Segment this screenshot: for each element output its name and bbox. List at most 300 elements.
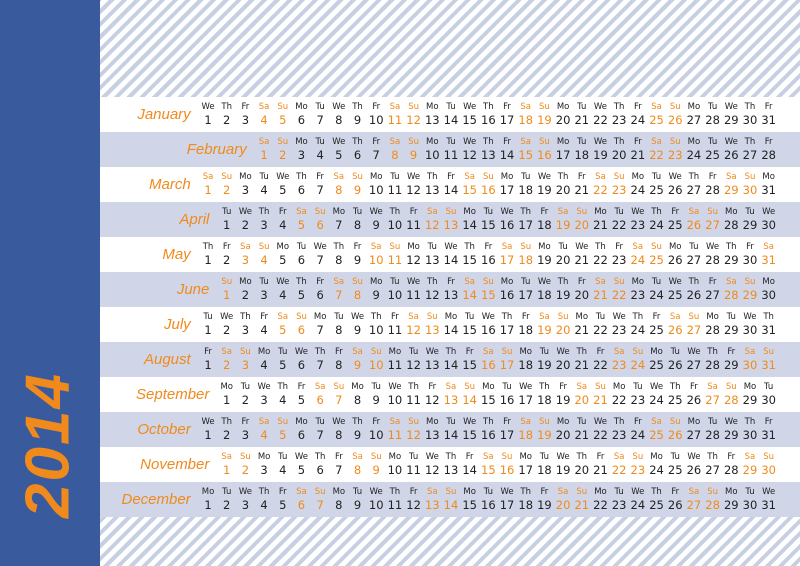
- day-number: 27: [742, 147, 758, 162]
- month-row-june: [100, 272, 800, 307]
- weekday-label: Su: [240, 346, 251, 357]
- weekday-label: Th: [408, 381, 419, 392]
- day-number: 7: [335, 462, 343, 477]
- day-number: 20: [555, 252, 571, 267]
- day-cell: [666, 452, 685, 478]
- day-number: 19: [537, 357, 552, 372]
- day-cell: [516, 417, 535, 443]
- weekday-label: Fr: [727, 346, 736, 357]
- weekday-label: We: [724, 101, 738, 112]
- day-number: 7: [335, 287, 343, 302]
- weekday-label: Fr: [316, 171, 325, 182]
- day-cell: [255, 347, 274, 373]
- day-cell: [666, 207, 685, 233]
- weekday-label: Mo: [426, 136, 439, 147]
- day-number: 21: [574, 112, 590, 127]
- weekday-label: Su: [352, 276, 363, 287]
- month-name: January: [137, 106, 191, 123]
- weekday-label: Tu: [408, 346, 419, 357]
- day-number: 23: [611, 322, 627, 337]
- day-cell: [666, 382, 685, 408]
- weekday-label: Tu: [689, 241, 699, 252]
- day-cell: [535, 277, 554, 303]
- day-cell: [311, 172, 330, 198]
- day-cell: [498, 137, 517, 163]
- day-number: 6: [353, 147, 362, 162]
- weekday-label: Sa: [296, 206, 307, 217]
- day-number: 1: [260, 147, 268, 162]
- weekday-label: Tu: [240, 381, 251, 392]
- weekday-label: Sa: [520, 136, 532, 147]
- weekday-label: Mo: [743, 381, 757, 392]
- weekday-label: Mo: [426, 416, 439, 427]
- weekday-label: Mo: [538, 241, 551, 252]
- day-number: 5: [279, 322, 287, 337]
- day-number: 22: [611, 287, 627, 302]
- day-cell: [292, 277, 311, 303]
- day-cell: [330, 277, 349, 303]
- day-cell: [199, 102, 218, 128]
- day-number: 7: [316, 182, 324, 197]
- day-cell: [535, 382, 554, 408]
- weekday-label: We: [481, 311, 495, 322]
- day-cell: [460, 207, 479, 233]
- month-days: [199, 487, 778, 513]
- day-cell: [535, 137, 554, 163]
- day-cell: [311, 207, 330, 233]
- day-number: 28: [723, 217, 739, 232]
- weekday-label: Su: [389, 241, 401, 252]
- weekday-label: Fr: [222, 241, 231, 252]
- day-cell: [741, 207, 760, 233]
- weekday-label: Mo: [762, 171, 775, 182]
- day-number: 28: [705, 497, 720, 512]
- day-number: 9: [372, 392, 380, 407]
- weekday-label: Su: [651, 241, 662, 252]
- day-number: 26: [667, 182, 683, 197]
- weekday-label: Su: [576, 486, 588, 497]
- day-number: 18: [518, 497, 534, 512]
- day-cell: [273, 487, 292, 513]
- day-cell: [217, 277, 236, 303]
- weekday-label: We: [238, 486, 252, 497]
- weekday-label: Mo: [239, 171, 252, 182]
- weekday-label: Su: [725, 381, 737, 392]
- day-number: 27: [705, 462, 720, 477]
- day-cell: [516, 102, 535, 128]
- weekday-label: Th: [595, 241, 606, 252]
- weekday-label: Th: [483, 101, 494, 112]
- day-number: 8: [353, 287, 362, 302]
- weekday-label: Mo: [313, 311, 327, 322]
- day-number: 13: [443, 392, 459, 407]
- weekday-label: We: [724, 416, 738, 427]
- day-number: 13: [481, 147, 496, 162]
- day-number: 9: [353, 182, 362, 197]
- weekday-label: Su: [632, 346, 644, 357]
- day-number: 9: [353, 497, 362, 512]
- day-cell: [217, 312, 236, 338]
- day-number: 3: [241, 182, 250, 197]
- day-cell: [741, 242, 760, 268]
- day-number: 2: [241, 217, 250, 232]
- weekday-label: Sa: [464, 276, 475, 287]
- day-number: 10: [368, 182, 384, 197]
- day-number: 28: [705, 252, 720, 267]
- day-number: 7: [316, 322, 324, 337]
- month-days: [255, 137, 778, 163]
- day-cell: [423, 417, 442, 443]
- day-number: 21: [574, 252, 590, 267]
- weekday-label: Th: [221, 101, 233, 112]
- day-number: 19: [555, 462, 571, 477]
- day-cell: [311, 452, 330, 478]
- day-number: 26: [686, 462, 702, 477]
- day-number: 11: [387, 112, 403, 127]
- day-number: 22: [593, 322, 608, 337]
- day-cell: [629, 172, 648, 198]
- day-cell: [741, 417, 760, 443]
- day-cell: [479, 312, 498, 338]
- day-cell: [610, 102, 629, 128]
- day-cell: [722, 487, 741, 513]
- day-number: 23: [611, 112, 627, 127]
- weekday-label: Fr: [690, 381, 698, 392]
- weekday-label: Sa: [464, 171, 475, 182]
- month-row-september: [100, 377, 800, 412]
- day-number: 13: [443, 287, 459, 302]
- month-name: May: [162, 246, 191, 263]
- day-cell: [741, 382, 760, 408]
- day-cell: [367, 102, 386, 128]
- weekday-label: Th: [296, 171, 307, 182]
- weekday-label: Th: [221, 416, 233, 427]
- weekday-label: Su: [763, 346, 775, 357]
- weekday-label: Th: [576, 346, 588, 357]
- weekday-label: Su: [669, 136, 681, 147]
- day-cell: [610, 207, 629, 233]
- day-number: 27: [686, 497, 702, 512]
- weekday-label: Th: [520, 486, 532, 497]
- day-number: 14: [462, 287, 477, 302]
- day-cell: [759, 347, 778, 373]
- day-cell: [442, 137, 461, 163]
- day-number: 1: [204, 427, 212, 442]
- day-cell: [759, 207, 778, 233]
- day-cell: [423, 347, 442, 373]
- month-name: February: [186, 141, 247, 158]
- day-number: 16: [499, 462, 515, 477]
- day-number: 16: [499, 287, 515, 302]
- day-cell: [479, 207, 498, 233]
- weekday-label: Th: [333, 241, 345, 252]
- day-number: 25: [667, 217, 683, 232]
- day-cell: [647, 207, 666, 233]
- day-number: 26: [686, 217, 702, 232]
- day-number: 24: [630, 427, 646, 442]
- day-cell: [386, 102, 405, 128]
- weekday-label: Sa: [483, 346, 494, 357]
- day-cell: [348, 277, 367, 303]
- day-number: 11: [406, 287, 421, 302]
- day-number: 18: [537, 287, 552, 302]
- day-number: 27: [686, 322, 702, 337]
- weekday-label: Tu: [446, 416, 456, 427]
- day-number: 17: [518, 462, 534, 477]
- weekday-label: Th: [520, 206, 532, 217]
- weekday-label: Su: [370, 346, 382, 357]
- day-number: 25: [649, 427, 664, 442]
- day-number: 14: [443, 322, 459, 337]
- day-number: 12: [406, 322, 421, 337]
- weekday-label: Mo: [650, 451, 663, 462]
- day-number: 29: [723, 322, 739, 337]
- day-number: 8: [391, 147, 399, 162]
- day-cell: [255, 382, 274, 408]
- month-days: [217, 207, 778, 233]
- day-number: 11: [387, 182, 403, 197]
- day-number: 20: [555, 322, 571, 337]
- day-cell: [535, 207, 554, 233]
- day-cell: [404, 277, 423, 303]
- day-number: 16: [481, 357, 496, 372]
- day-cell: [255, 417, 274, 443]
- weekday-label: Sa: [669, 311, 681, 322]
- weekday-label: Mo: [482, 381, 495, 392]
- weekday-label: Mo: [295, 416, 308, 427]
- day-cell: [217, 207, 236, 233]
- day-cell: [685, 242, 704, 268]
- weekday-label: Fr: [708, 171, 717, 182]
- month-name: December: [121, 491, 191, 508]
- day-cell: [404, 312, 423, 338]
- day-cell: [610, 277, 629, 303]
- weekday-label: Mo: [556, 101, 570, 112]
- weekday-label: Su: [744, 276, 756, 287]
- day-number: 1: [204, 497, 212, 512]
- day-number: 10: [387, 287, 403, 302]
- day-cell: [572, 312, 591, 338]
- day-number: 4: [260, 252, 268, 267]
- day-cell: [330, 417, 349, 443]
- weekday-label: Tu: [427, 241, 437, 252]
- day-cell: [554, 102, 573, 128]
- weekday-label: Su: [501, 346, 513, 357]
- day-number: 27: [705, 287, 720, 302]
- year-title: 2014: [13, 372, 83, 518]
- weekday-label: Th: [725, 241, 737, 252]
- day-number: 20: [555, 182, 571, 197]
- day-number: 18: [537, 462, 552, 477]
- weekday-label: Fr: [764, 136, 773, 147]
- weekday-label: Fr: [671, 206, 680, 217]
- day-cell: [348, 452, 367, 478]
- weekday-label: Sa: [221, 346, 233, 357]
- day-cell: [554, 382, 573, 408]
- day-cell: [610, 242, 629, 268]
- day-number: 12: [406, 182, 421, 197]
- day-number: 24: [630, 182, 646, 197]
- day-cell: [423, 312, 442, 338]
- weekday-label: Fr: [652, 311, 661, 322]
- weekday-label: Mo: [631, 171, 645, 182]
- day-cell: [498, 207, 517, 233]
- day-number: 23: [611, 427, 627, 442]
- weekday-label: Fr: [764, 416, 773, 427]
- day-number: 15: [462, 182, 477, 197]
- day-number: 5: [297, 287, 306, 302]
- day-number: 5: [279, 427, 287, 442]
- weekday-label: Mo: [687, 416, 701, 427]
- day-cell: [591, 102, 610, 128]
- day-number: 29: [723, 427, 739, 442]
- month-days: [199, 417, 778, 443]
- day-cell: [311, 102, 330, 128]
- day-cell: [442, 452, 461, 478]
- weekday-label: We: [463, 416, 477, 427]
- day-cell: [348, 102, 367, 128]
- day-cell: [535, 102, 554, 128]
- day-number: 8: [335, 252, 343, 267]
- day-cell: [330, 102, 349, 128]
- day-number: 22: [611, 462, 627, 477]
- day-cell: [591, 242, 610, 268]
- day-cell: [703, 487, 722, 513]
- day-cell: [554, 487, 573, 513]
- day-number: 15: [462, 497, 477, 512]
- day-cell: [516, 487, 535, 513]
- day-number: 30: [761, 217, 776, 232]
- day-number: 17: [499, 182, 515, 197]
- day-cell: [591, 172, 610, 198]
- day-number: 30: [761, 392, 776, 407]
- day-number: 5: [279, 182, 287, 197]
- day-cell: [423, 137, 442, 163]
- day-number: 8: [335, 322, 343, 337]
- day-number: 18: [574, 147, 590, 162]
- month-name: June: [176, 281, 210, 298]
- day-number: 19: [537, 112, 552, 127]
- day-cell: [572, 487, 591, 513]
- weekday-label: Mo: [463, 206, 476, 217]
- day-cell: [591, 452, 610, 478]
- day-cell: [292, 382, 311, 408]
- day-cell: [759, 102, 778, 128]
- weekday-label: Su: [688, 311, 700, 322]
- weekday-label: Mo: [687, 101, 701, 112]
- day-cell: [498, 347, 517, 373]
- weekday-label: Sa: [202, 171, 214, 182]
- weekday-label: Tu: [465, 311, 475, 322]
- day-cell: [703, 382, 722, 408]
- weekday-label: Th: [277, 381, 289, 392]
- day-cell: [404, 417, 423, 443]
- day-cell: [610, 382, 629, 408]
- day-cell: [348, 347, 367, 373]
- day-cell: [255, 312, 274, 338]
- weekday-label: Fr: [372, 101, 381, 112]
- weekday-label: Tu: [707, 101, 718, 112]
- day-cell: [236, 382, 255, 408]
- day-cell: [666, 417, 685, 443]
- weekday-label: Th: [426, 276, 438, 287]
- day-cell: [516, 452, 535, 478]
- weekday-label: Sa: [352, 346, 363, 357]
- day-number: 3: [241, 322, 250, 337]
- weekday-label: Tu: [315, 101, 325, 112]
- weekday-label: Su: [333, 381, 345, 392]
- day-number: 26: [686, 287, 702, 302]
- weekday-label: Sa: [744, 451, 756, 462]
- weekday-label: Fr: [708, 276, 717, 287]
- day-number: 20: [555, 357, 571, 372]
- day-cell: [348, 417, 367, 443]
- day-number: 11: [387, 497, 403, 512]
- day-cell: [292, 417, 311, 443]
- weekday-label: Th: [744, 416, 756, 427]
- day-number: 8: [353, 217, 362, 232]
- day-cell: [386, 417, 405, 443]
- weekday-label: Mo: [556, 416, 570, 427]
- weekday-label: Tu: [259, 276, 269, 287]
- day-number: 9: [372, 287, 380, 302]
- day-number: 10: [368, 357, 384, 372]
- day-cell: [759, 312, 778, 338]
- weekday-label: Mo: [201, 486, 215, 497]
- day-number: 11: [387, 322, 403, 337]
- day-number: 2: [223, 182, 231, 197]
- weekday-label: We: [220, 311, 234, 322]
- day-number: 5: [279, 497, 287, 512]
- day-cell: [386, 347, 405, 373]
- day-number: 30: [742, 182, 758, 197]
- weekday-label: Su: [296, 311, 307, 322]
- day-number: 16: [481, 112, 496, 127]
- day-number: 3: [260, 217, 268, 232]
- day-number: 13: [443, 462, 459, 477]
- weekday-label: Sa: [258, 136, 270, 147]
- day-number: 6: [316, 217, 324, 232]
- day-cell: [386, 207, 405, 233]
- day-number: 9: [409, 147, 418, 162]
- day-cell: [273, 277, 292, 303]
- day-cell: [703, 137, 722, 163]
- weekday-label: Tu: [408, 451, 419, 462]
- day-cell: [311, 347, 330, 373]
- day-number: 23: [630, 392, 646, 407]
- day-cell: [423, 207, 442, 233]
- weekday-label: Mo: [332, 206, 346, 217]
- day-number: 4: [279, 392, 287, 407]
- weekday-label: Th: [707, 451, 718, 462]
- day-number: 22: [593, 497, 608, 512]
- day-cell: [348, 312, 367, 338]
- weekday-label: We: [537, 276, 551, 287]
- day-number: 13: [424, 497, 440, 512]
- day-number: 3: [260, 462, 268, 477]
- weekday-label: Fr: [764, 101, 773, 112]
- day-cell: [759, 382, 778, 408]
- day-number: 9: [353, 252, 362, 267]
- day-number: 13: [424, 112, 440, 127]
- day-number: 28: [705, 427, 720, 442]
- day-number: 19: [537, 427, 552, 442]
- weekday-label: Fr: [391, 311, 399, 322]
- day-cell: [292, 102, 311, 128]
- weekday-label: Th: [240, 311, 251, 322]
- weekday-label: We: [463, 101, 477, 112]
- weekday-label: We: [201, 101, 215, 112]
